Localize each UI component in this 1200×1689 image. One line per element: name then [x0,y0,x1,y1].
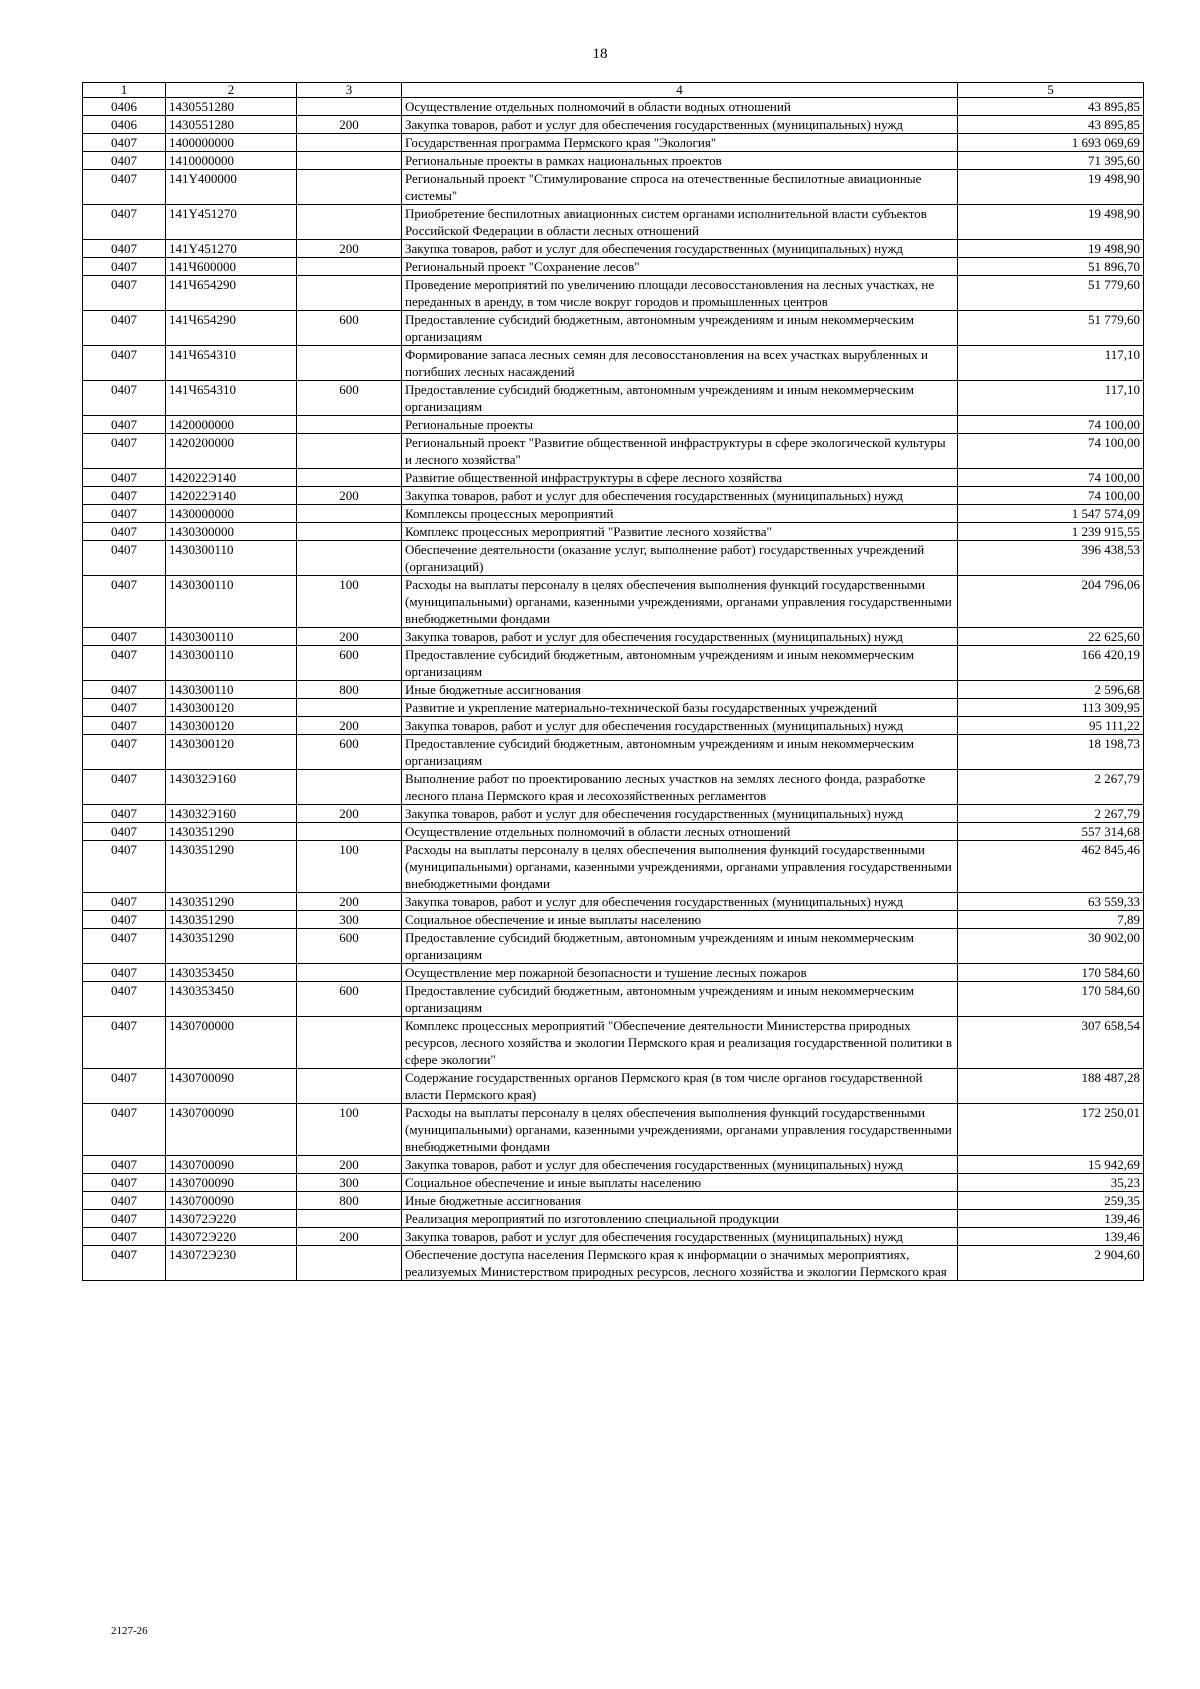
document-code: 2127-26 [111,1625,148,1637]
expense-type-cell: 300 [297,1174,402,1192]
table-row [83,152,1144,170]
amount-cell: 307 658,54 [958,1017,1144,1069]
target-article-cell: 141Ч654290 [166,276,297,311]
target-article-cell: 141Y400000 [166,170,297,205]
expense-type-cell [297,434,402,469]
table-row [83,1174,1144,1192]
amount-cell: 557 314,68 [958,823,1144,841]
target-article-cell: 1430300000 [166,523,297,541]
section-code-cell: 0407 [83,823,166,841]
amount-cell: 2 267,79 [958,805,1144,823]
target-article-cell: 1430351290 [166,841,297,893]
amount-cell: 166 420,19 [958,646,1144,681]
amount-cell: 30 902,00 [958,929,1144,964]
expense-type-cell: 800 [297,1192,402,1210]
expense-type-cell [297,1210,402,1228]
target-article-cell: 1430700090 [166,1174,297,1192]
section-code-cell: 0407 [83,258,166,276]
target-article-cell: 1430351290 [166,911,297,929]
target-article-cell: 1430000000 [166,505,297,523]
target-article-cell: 1430300110 [166,681,297,699]
table-row [83,434,1144,469]
target-article-cell: 1430551280 [166,116,297,134]
section-code-cell: 0407 [83,1156,166,1174]
amount-cell: 7,89 [958,911,1144,929]
section-code-cell: 0407 [83,628,166,646]
item-name-cell: Предоставление субсидий бюджетным, автономным учреждениям и иным некоммерческим организациям [402,982,958,1017]
expense-type-cell [297,523,402,541]
table-row [83,381,1144,416]
expense-type-cell [297,1017,402,1069]
budget-table [82,82,1144,1281]
section-code-cell: 0407 [83,1246,166,1281]
amount-cell: 19 498,90 [958,170,1144,205]
target-article-cell: 1430351290 [166,823,297,841]
table-row [83,469,1144,487]
amount-cell: 172 250,01 [958,1104,1144,1156]
table-row [83,1192,1144,1210]
table-row [83,805,1144,823]
section-code-cell: 0407 [83,770,166,805]
item-name-cell: Приобретение беспилотных авиационных систем органами исполнительной власти субъектов Российской Федерации в области лесных отношений [402,205,958,240]
expense-type-cell: 600 [297,646,402,681]
expense-type-cell [297,1246,402,1281]
target-article-cell: 142022Э140 [166,487,297,505]
target-article-cell: 1420200000 [166,434,297,469]
item-name-cell: Предоставление субсидий бюджетным, автономным учреждениям и иным некоммерческим организациям [402,381,958,416]
table-row [83,134,1144,152]
target-article-cell: 1410000000 [166,152,297,170]
target-article-cell: 1430700090 [166,1156,297,1174]
expense-type-cell [297,98,402,116]
item-name-cell: Иные бюджетные ассигнования [402,1192,958,1210]
expense-type-cell: 200 [297,893,402,911]
item-name-cell: Региональный проект "Стимулирование спроса на отечественные беспилотные авиационные системы" [402,170,958,205]
amount-cell: 204 796,06 [958,576,1144,628]
item-name-cell: Региональный проект "Развитие общественной инфраструктуры в сфере экологической культуры и лесного хозяйства" [402,434,958,469]
target-article-cell: 141Ч600000 [166,258,297,276]
target-article-cell: 1430300120 [166,699,297,717]
item-name-cell: Предоставление субсидий бюджетным, автономным учреждениям и иным некоммерческим организациям [402,311,958,346]
expense-type-cell: 600 [297,735,402,770]
expense-type-cell: 600 [297,929,402,964]
expense-type-cell [297,770,402,805]
section-code-cell: 0407 [83,1174,166,1192]
amount-cell: 2 596,68 [958,681,1144,699]
target-article-cell: 1430351290 [166,929,297,964]
amount-cell: 117,10 [958,346,1144,381]
table-row [83,717,1144,735]
amount-cell: 51 896,70 [958,258,1144,276]
amount-cell: 2 904,60 [958,1246,1144,1281]
item-name-cell: Закупка товаров, работ и услуг для обеспечения государственных (муниципальных) нужд [402,240,958,258]
section-code-cell: 0407 [83,964,166,982]
item-name-cell: Закупка товаров, работ и услуг для обеспечения государственных (муниципальных) нужд [402,805,958,823]
section-code-cell: 0407 [83,576,166,628]
expense-type-cell: 200 [297,240,402,258]
table-row [83,770,1144,805]
amount-cell: 19 498,90 [958,240,1144,258]
amount-cell: 396 438,53 [958,541,1144,576]
expense-type-cell [297,469,402,487]
item-name-cell: Расходы на выплаты персоналу в целях обеспечения выполнения функций государственными (муниципальными) органами, казенными учреждениями, органами управления государственными внебюджетными фондами [402,1104,958,1156]
expense-type-cell: 200 [297,487,402,505]
amount-cell: 117,10 [958,381,1144,416]
table-row [83,1246,1144,1281]
table-row [83,911,1144,929]
table-row [83,487,1144,505]
expense-type-cell: 200 [297,717,402,735]
section-code-cell: 0407 [83,1017,166,1069]
target-article-cell: 1400000000 [166,134,297,152]
table-row [83,170,1144,205]
table-row [83,523,1144,541]
section-code-cell: 0407 [83,646,166,681]
table-row [83,735,1144,770]
target-article-cell: 143072Э220 [166,1228,297,1246]
expense-type-cell: 800 [297,681,402,699]
item-name-cell: Закупка товаров, работ и услуг для обеспечения государственных (муниципальных) нужд [402,116,958,134]
item-name-cell: Закупка товаров, работ и услуг для обеспечения государственных (муниципальных) нужд [402,1156,958,1174]
amount-cell: 74 100,00 [958,434,1144,469]
amount-cell: 43 895,85 [958,116,1144,134]
item-name-cell: Закупка товаров, работ и услуг для обеспечения государственных (муниципальных) нужд [402,717,958,735]
amount-cell: 95 111,22 [958,717,1144,735]
expense-type-cell [297,541,402,576]
target-article-cell: 141Ч654310 [166,346,297,381]
table-row [83,681,1144,699]
target-article-cell: 141Ч654290 [166,311,297,346]
section-code-cell: 0407 [83,1228,166,1246]
section-code-cell: 0407 [83,311,166,346]
target-article-cell: 1430300110 [166,646,297,681]
amount-cell: 74 100,00 [958,469,1144,487]
table-row [83,964,1144,982]
item-name-cell: Расходы на выплаты персоналу в целях обеспечения выполнения функций государственными (муниципальными) органами, казенными учреждениями, органами управления государственными внебюджетными фондами [402,841,958,893]
section-code-cell: 0406 [83,98,166,116]
column-header: 1 [83,83,166,98]
target-article-cell: 1430353450 [166,964,297,982]
column-number-row [83,83,1144,98]
target-article-cell: 143072Э230 [166,1246,297,1281]
column-header: 3 [297,83,402,98]
expense-type-cell: 100 [297,576,402,628]
target-article-cell: 143032Э160 [166,770,297,805]
amount-cell: 2 267,79 [958,770,1144,805]
amount-cell: 188 487,28 [958,1069,1144,1104]
section-code-cell: 0407 [83,911,166,929]
target-article-cell: 141Y451270 [166,205,297,240]
amount-cell: 15 942,69 [958,1156,1144,1174]
table-row [83,699,1144,717]
amount-cell: 170 584,60 [958,982,1144,1017]
section-code-cell: 0407 [83,381,166,416]
target-article-cell: 143032Э160 [166,805,297,823]
amount-cell: 18 198,73 [958,735,1144,770]
item-name-cell: Обеспечение доступа населения Пермского края к информации о значимых мероприятиях, реализуемых Министерством природных ресурсов, лесного хозяйства и экологии Пермского края [402,1246,958,1281]
section-code-cell: 0407 [83,1192,166,1210]
amount-cell: 51 779,60 [958,311,1144,346]
section-code-cell: 0407 [83,134,166,152]
table-row [83,205,1144,240]
expense-type-cell [297,170,402,205]
section-code-cell: 0407 [83,717,166,735]
item-name-cell: Региональные проекты в рамках национальных проектов [402,152,958,170]
expense-type-cell [297,134,402,152]
expense-type-cell: 200 [297,1156,402,1174]
section-code-cell: 0406 [83,116,166,134]
section-code-cell: 0407 [83,523,166,541]
amount-cell: 1 547 574,09 [958,505,1144,523]
expense-type-cell [297,416,402,434]
target-article-cell: 1430300110 [166,628,297,646]
amount-cell: 43 895,85 [958,98,1144,116]
amount-cell: 462 845,46 [958,841,1144,893]
item-name-cell: Обеспечение деятельности (оказание услуг, выполнение работ) государственных учреждений (организаций) [402,541,958,576]
amount-cell: 139,46 [958,1228,1144,1246]
target-article-cell: 1430353450 [166,982,297,1017]
table-body [83,98,1144,1281]
table-row [83,823,1144,841]
column-header: 2 [166,83,297,98]
table-row [83,1156,1144,1174]
table-row [83,1228,1144,1246]
table-row [83,541,1144,576]
section-code-cell: 0407 [83,893,166,911]
amount-cell: 1 239 915,55 [958,523,1144,541]
item-name-cell: Закупка товаров, работ и услуг для обеспечения государственных (муниципальных) нужд [402,487,958,505]
table-row [83,1104,1144,1156]
expense-type-cell: 200 [297,116,402,134]
expense-type-cell: 600 [297,311,402,346]
amount-cell: 74 100,00 [958,487,1144,505]
expense-type-cell [297,699,402,717]
item-name-cell: Содержание государственных органов Пермского края (в том числе органов государственной власти Пермского края) [402,1069,958,1104]
page-number: 18 [592,46,608,62]
section-code-cell: 0407 [83,469,166,487]
section-code-cell: 0407 [83,205,166,240]
section-code-cell: 0407 [83,541,166,576]
item-name-cell: Проведение мероприятий по увеличению площади лесовосстановления на лесных участках, не переданных в аренду, в том числе вокруг городов и промышленных центров [402,276,958,311]
target-article-cell: 1430351290 [166,893,297,911]
item-name-cell: Региональный проект "Сохранение лесов" [402,258,958,276]
item-name-cell: Комплекс процессных мероприятий "Развитие лесного хозяйства" [402,523,958,541]
item-name-cell: Предоставление субсидий бюджетным, автономным учреждениям и иным некоммерческим организациям [402,735,958,770]
target-article-cell: 1430700000 [166,1017,297,1069]
expense-type-cell: 200 [297,1228,402,1246]
table-row [83,628,1144,646]
section-code-cell: 0407 [83,1210,166,1228]
amount-cell: 51 779,60 [958,276,1144,311]
target-article-cell: 143072Э220 [166,1210,297,1228]
target-article-cell: 142022Э140 [166,469,297,487]
item-name-cell: Осуществление мер пожарной безопасности и тушение лесных пожаров [402,964,958,982]
expense-type-cell: 600 [297,381,402,416]
expense-type-cell [297,964,402,982]
item-name-cell: Осуществление отдельных полномочий в области лесных отношений [402,823,958,841]
target-article-cell: 1430700090 [166,1104,297,1156]
amount-cell: 1 693 069,69 [958,134,1144,152]
table-row [83,240,1144,258]
amount-cell: 259,35 [958,1192,1144,1210]
item-name-cell: Развитие и укрепление материально-технической базы государственных учреждений [402,699,958,717]
section-code-cell: 0407 [83,434,166,469]
table-row [83,982,1144,1017]
expense-type-cell [297,1069,402,1104]
amount-cell: 22 625,60 [958,628,1144,646]
column-header: 5 [958,83,1144,98]
target-article-cell: 141Y451270 [166,240,297,258]
target-article-cell: 1430551280 [166,98,297,116]
column-header: 4 [402,83,958,98]
item-name-cell: Закупка товаров, работ и услуг для обеспечения государственных (муниципальных) нужд [402,628,958,646]
target-article-cell: 141Ч654310 [166,381,297,416]
item-name-cell: Осуществление отдельных полномочий в области водных отношений [402,98,958,116]
expense-type-cell: 600 [297,982,402,1017]
item-name-cell: Социальное обеспечение и иные выплаты населению [402,911,958,929]
expense-type-cell [297,346,402,381]
table-row [83,893,1144,911]
section-code-cell: 0407 [83,1069,166,1104]
item-name-cell: Комплекс процессных мероприятий "Обеспечение деятельности Министерства природных ресурсов, лесного хозяйства и экологии Пермского края и реализация государственной политики в сфере экологии" [402,1017,958,1069]
amount-cell: 71 395,60 [958,152,1144,170]
section-code-cell: 0407 [83,346,166,381]
target-article-cell: 1430300120 [166,717,297,735]
expense-type-cell: 300 [297,911,402,929]
expense-type-cell: 100 [297,841,402,893]
expense-type-cell [297,276,402,311]
table-row [83,346,1144,381]
item-name-cell: Региональные проекты [402,416,958,434]
expense-type-cell: 100 [297,1104,402,1156]
section-code-cell: 0407 [83,240,166,258]
expense-type-cell: 200 [297,628,402,646]
amount-cell: 19 498,90 [958,205,1144,240]
target-article-cell: 1430700090 [166,1069,297,1104]
item-name-cell: Государственная программа Пермского края "Экология" [402,134,958,152]
section-code-cell: 0407 [83,841,166,893]
table-row [83,576,1144,628]
item-name-cell: Комплексы процессных мероприятий [402,505,958,523]
target-article-cell: 1430300110 [166,576,297,628]
expense-type-cell [297,505,402,523]
table-row [83,98,1144,116]
item-name-cell: Социальное обеспечение и иные выплаты населению [402,1174,958,1192]
table-row [83,1017,1144,1069]
item-name-cell: Иные бюджетные ассигнования [402,681,958,699]
target-article-cell: 1420000000 [166,416,297,434]
expense-type-cell [297,258,402,276]
amount-cell: 139,46 [958,1210,1144,1228]
table-row [83,1069,1144,1104]
section-code-cell: 0407 [83,487,166,505]
table-row [83,841,1144,893]
item-name-cell: Закупка товаров, работ и услуг для обеспечения государственных (муниципальных) нужд [402,1228,958,1246]
item-name-cell: Предоставление субсидий бюджетным, автономным учреждениям и иным некоммерческим организациям [402,646,958,681]
table-row [83,116,1144,134]
item-name-cell: Расходы на выплаты персоналу в целях обеспечения выполнения функций государственными (муниципальными) органами, казенными учреждениями, органами управления государственными внебюджетными фондами [402,576,958,628]
section-code-cell: 0407 [83,170,166,205]
amount-cell: 113 309,95 [958,699,1144,717]
item-name-cell: Развитие общественной инфраструктуры в сфере лесного хозяйства [402,469,958,487]
table-row [83,505,1144,523]
table-row [83,311,1144,346]
expense-type-cell: 200 [297,805,402,823]
amount-cell: 170 584,60 [958,964,1144,982]
item-name-cell: Предоставление субсидий бюджетным, автономным учреждениям и иным некоммерческим организациям [402,929,958,964]
amount-cell: 63 559,33 [958,893,1144,911]
expense-type-cell [297,205,402,240]
section-code-cell: 0407 [83,276,166,311]
section-code-cell: 0407 [83,681,166,699]
section-code-cell: 0407 [83,699,166,717]
section-code-cell: 0407 [83,982,166,1017]
table-row [83,929,1144,964]
table-row [83,646,1144,681]
target-article-cell: 1430700090 [166,1192,297,1210]
item-name-cell: Реализация мероприятий по изготовлению специальной продукции [402,1210,958,1228]
section-code-cell: 0407 [83,505,166,523]
item-name-cell: Формирование запаса лесных семян для лесовосстановления на всех участках вырубленных и погибших лесных насаждений [402,346,958,381]
section-code-cell: 0407 [83,805,166,823]
section-code-cell: 0407 [83,152,166,170]
section-code-cell: 0407 [83,416,166,434]
amount-cell: 74 100,00 [958,416,1144,434]
table-row [83,1210,1144,1228]
section-code-cell: 0407 [83,735,166,770]
section-code-cell: 0407 [83,929,166,964]
section-code-cell: 0407 [83,1104,166,1156]
target-article-cell: 1430300120 [166,735,297,770]
table-row [83,416,1144,434]
item-name-cell: Закупка товаров, работ и услуг для обеспечения государственных (муниципальных) нужд [402,893,958,911]
target-article-cell: 1430300110 [166,541,297,576]
expense-type-cell [297,152,402,170]
item-name-cell: Выполнение работ по проектированию лесных участков на землях лесного фонда, разработке лесного плана Пермского края и лесохозяйственных регламентов [402,770,958,805]
amount-cell: 35,23 [958,1174,1144,1192]
expense-type-cell [297,823,402,841]
table-row [83,258,1144,276]
table-row [83,276,1144,311]
